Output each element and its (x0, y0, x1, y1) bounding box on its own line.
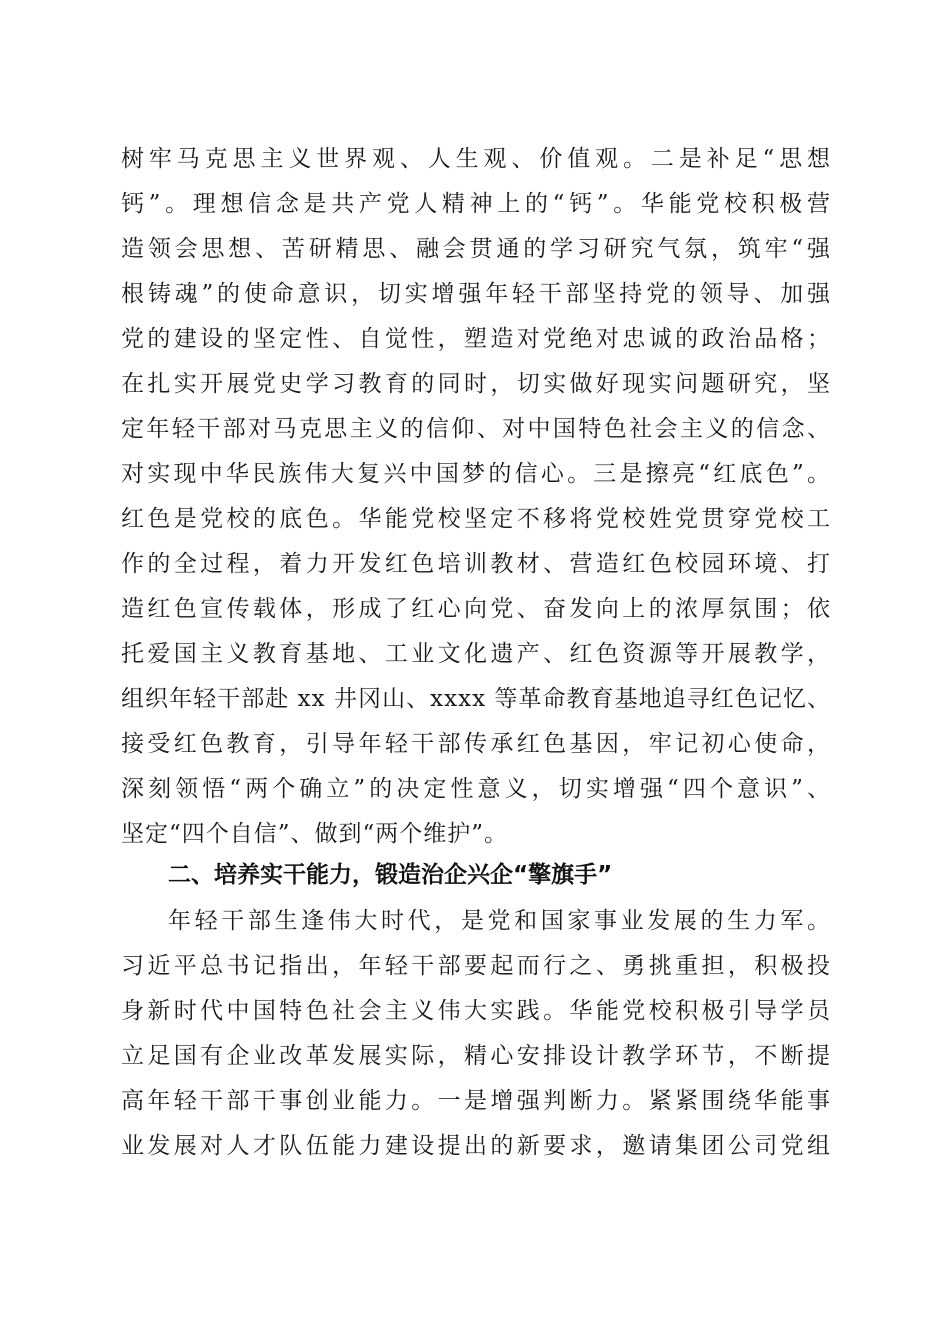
paragraph-line: 钙”。理想信念是共产党人精神上的“钙”。华能党校积极营 (121, 191, 831, 217)
section-heading: 二、培养实干能力，锻造治企兴企“擎旗手” (168, 862, 613, 888)
paragraph-line: 作的全过程，着力开发红色培训教材、营造红色校园环境、打 (121, 551, 831, 577)
paragraph-line: 坚定“四个自信”、做到“两个维护”。 (121, 821, 509, 847)
paragraph-line: 组织年轻干部赴 xx 井冈山、xxxx 等革命教育基地追寻红色记忆、 (121, 686, 831, 712)
paragraph-ideology (121, 137, 831, 857)
paragraph-line: 接受红色教育，引导年轻干部传承红色基因，牢记初心使命， (121, 731, 831, 757)
paragraph-line: 党的建设的坚定性、自觉性，塑造对党绝对忠诚的政治品格； (121, 326, 831, 352)
paragraph-practical-ability (121, 899, 831, 1169)
paragraph-line: 习近平总书记指出，年轻干部要起而行之、勇挑重担，积极投 (121, 953, 831, 979)
paragraph-line: 立足国有企业改革发展实际，精心安排设计教学环节，不断提 (121, 1043, 831, 1069)
paragraph-line: 深刻领悟“两个确立”的决定性意义，切实增强“四个意识”、 (121, 776, 831, 802)
paragraph-line: 托爱国主义教育基地、工业文化遗产、红色资源等开展教学， (121, 641, 831, 667)
paragraph-line: 造红色宣传载体，形成了红心向党、奋发向上的浓厚氛围；依 (121, 596, 831, 622)
paragraph-line: 对实现中华民族伟大复兴中国梦的信心。三是擦亮“红底色”。 (121, 461, 831, 487)
paragraph-line: 根铸魂”的使命意识，切实增强年轻干部坚持党的领导、加强 (121, 281, 831, 307)
paragraph-line: 身新时代中国特色社会主义伟大实践。华能党校积极引导学员 (121, 998, 831, 1024)
paragraph-line: 高年轻干部干事创业能力。一是增强判断力。紧紧围绕华能事 (121, 1088, 831, 1114)
paragraph-line: 造领会思想、苦研精思、融会贯通的学习研究气氛，筑牢“强 (121, 236, 831, 262)
paragraph-line: 定年轻干部对马克思主义的信仰、对中国特色社会主义的信念、 (121, 416, 831, 442)
paragraph-line: 年轻干部生逢伟大时代，是党和国家事业发展的生力军。 (168, 908, 831, 934)
paragraph-line: 在扎实开展党史学习教育的同时，切实做好现实问题研究，坚 (121, 371, 831, 397)
paragraph-line: 业发展对人才队伍能力建设提出的新要求，邀请集团公司党组 (121, 1133, 831, 1159)
paragraph-line: 树牢马克思主义世界观、人生观、价值观。二是补足“思想 (121, 146, 831, 172)
paragraph-line: 红色是党校的底色。华能党校坚定不移将党校姓党贯穿党校工 (121, 506, 831, 532)
